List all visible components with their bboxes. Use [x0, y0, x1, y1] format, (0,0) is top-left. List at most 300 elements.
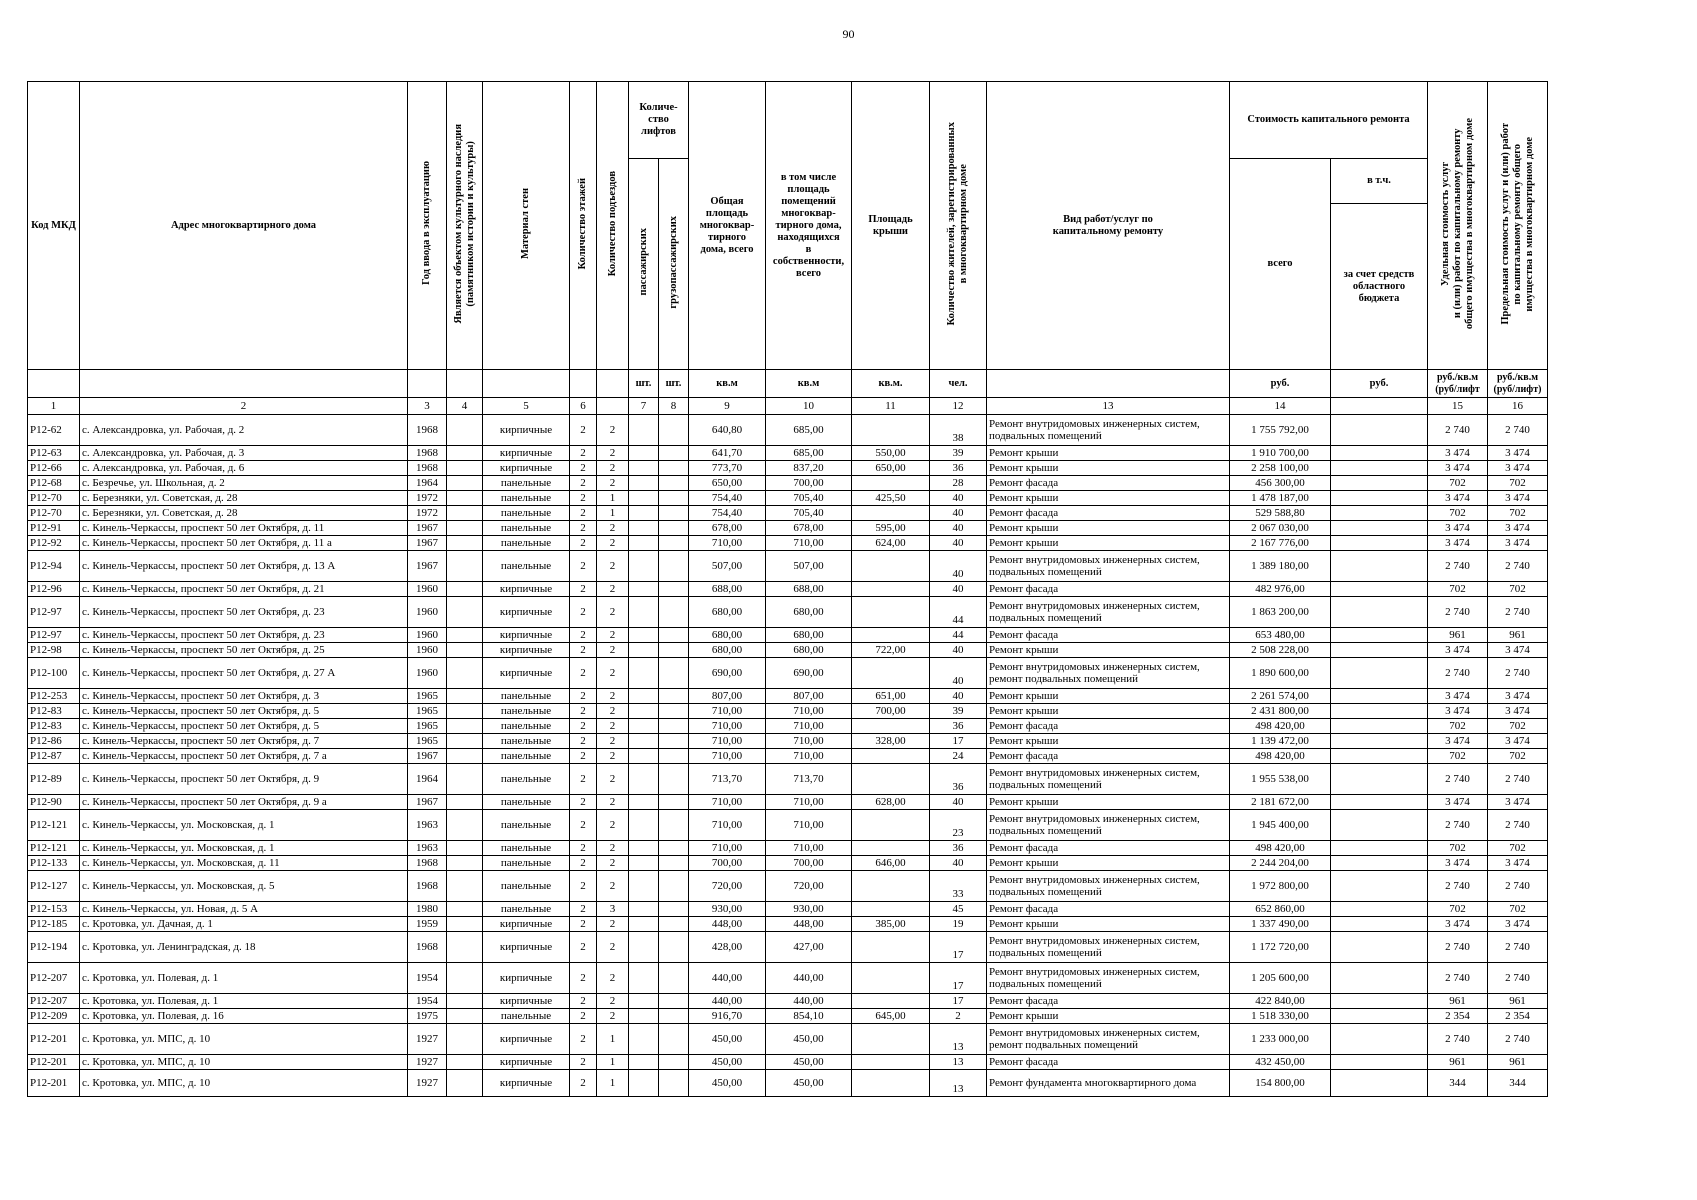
row-cost-total: 432 450,00	[1230, 1055, 1331, 1070]
row-lifts-passenger	[629, 628, 659, 643]
row-address: с. Кинель-Черкассы, проспект 50 лет Октября, д. 13 А	[80, 551, 408, 582]
row-lifts-passenger	[629, 551, 659, 582]
row-address: с. Кинель-Черкассы, проспект 50 лет Октября, д. 23	[80, 597, 408, 628]
row-work-type: Ремонт фундамента многоквартирного дома	[987, 1070, 1230, 1097]
row-entrances: 2	[597, 521, 629, 536]
row-max-cost: 2 740	[1488, 764, 1548, 795]
row-floors: 2	[570, 476, 597, 491]
row-work-type: Ремонт крыши	[987, 734, 1230, 749]
row-code: Р12-68	[28, 476, 80, 491]
row-cost-regional	[1331, 810, 1428, 841]
row-cost-regional	[1331, 932, 1428, 963]
row-year: 1968	[408, 461, 447, 476]
row-year: 1965	[408, 689, 447, 704]
row-work-type: Ремонт внутридомовых инженерных систем, подвальных помещений	[987, 597, 1230, 628]
row-max-cost: 3 474	[1488, 704, 1548, 719]
row-entrances: 1	[597, 1024, 629, 1055]
header-floors: Количество этажей	[570, 82, 597, 370]
row-residents: 23	[930, 810, 987, 841]
row-year: 1960	[408, 582, 447, 597]
row-entrances: 2	[597, 871, 629, 902]
row-floors: 2	[570, 719, 597, 734]
table-row	[28, 476, 1548, 491]
row-wall-material: панельные	[483, 689, 570, 704]
row-lifts-passenger	[629, 1055, 659, 1070]
row-max-cost: 3 474	[1488, 536, 1548, 551]
row-cost-total: 2 067 030,00	[1230, 521, 1331, 536]
row-cost-total: 1 755 792,00	[1230, 415, 1331, 446]
row-cost-regional	[1331, 1070, 1428, 1097]
row-total-area: 448,00	[689, 917, 766, 932]
row-residents: 17	[930, 994, 987, 1009]
row-max-cost: 961	[1488, 994, 1548, 1009]
row-floors: 2	[570, 810, 597, 841]
row-wall-material: кирпичные	[483, 628, 570, 643]
row-floors: 2	[570, 734, 597, 749]
row-work-type: Ремонт крыши	[987, 461, 1230, 476]
row-owned-area: 710,00	[766, 749, 852, 764]
row-total-area: 754,40	[689, 506, 766, 521]
row-lifts-cargo	[659, 491, 689, 506]
row-cost-regional	[1331, 658, 1428, 689]
row-entrances: 2	[597, 643, 629, 658]
row-work-type: Ремонт крыши	[987, 643, 1230, 658]
row-floors: 2	[570, 597, 597, 628]
row-lifts-passenger	[629, 719, 659, 734]
row-unit-cost: 3 474	[1428, 521, 1488, 536]
row-address: с. Кинель-Черкассы, проспект 50 лет Октября, д. 9 а	[80, 795, 408, 810]
row-heritage	[447, 932, 483, 963]
header-roof-area: Площадь крыши	[852, 82, 930, 370]
table-row	[28, 658, 1548, 689]
row-unit-cost: 702	[1428, 749, 1488, 764]
row-heritage	[447, 689, 483, 704]
row-work-type: Ремонт фасада	[987, 1055, 1230, 1070]
row-wall-material: панельные	[483, 551, 570, 582]
table-row	[28, 597, 1548, 628]
row-work-type: Ремонт крыши	[987, 521, 1230, 536]
row-roof-area: 646,00	[852, 856, 930, 871]
row-owned-area: 710,00	[766, 795, 852, 810]
row-total-area: 640,80	[689, 415, 766, 446]
row-cost-regional	[1331, 446, 1428, 461]
row-year: 1967	[408, 795, 447, 810]
row-cost-total: 529 588,80	[1230, 506, 1331, 521]
row-year: 1972	[408, 491, 447, 506]
row-owned-area: 710,00	[766, 841, 852, 856]
row-cost-total: 1 910 700,00	[1230, 446, 1331, 461]
table-row	[28, 1055, 1548, 1070]
row-lifts-cargo	[659, 963, 689, 994]
row-max-cost: 3 474	[1488, 446, 1548, 461]
header-year: Год ввода в эксплуатацию	[408, 82, 447, 370]
row-code: Р12-94	[28, 551, 80, 582]
row-unit-cost: 961	[1428, 1055, 1488, 1070]
row-lifts-cargo	[659, 932, 689, 963]
row-address: с. Кротовка, ул. Полевая, д. 1	[80, 963, 408, 994]
row-max-cost: 2 740	[1488, 810, 1548, 841]
row-cost-total: 1 337 490,00	[1230, 917, 1331, 932]
row-entrances: 2	[597, 841, 629, 856]
column-number: 14	[1230, 398, 1331, 415]
row-heritage	[447, 658, 483, 689]
row-code: Р12-87	[28, 749, 80, 764]
row-lifts-passenger	[629, 446, 659, 461]
row-code: Р12-201	[28, 1024, 80, 1055]
row-unit-cost: 702	[1428, 902, 1488, 917]
row-total-area: 440,00	[689, 994, 766, 1009]
unit-per-m2-a: руб./кв.м (руб/лифт	[1428, 370, 1488, 398]
row-total-area: 450,00	[689, 1024, 766, 1055]
row-cost-regional	[1331, 719, 1428, 734]
row-heritage	[447, 521, 483, 536]
row-address: с. Кинель-Черкассы, проспект 50 лет Октября, д. 5	[80, 704, 408, 719]
column-number-row	[28, 398, 1548, 415]
row-total-area: 773,70	[689, 461, 766, 476]
row-lifts-cargo	[659, 871, 689, 902]
row-code: Р12-121	[28, 841, 80, 856]
row-roof-area: 385,00	[852, 917, 930, 932]
row-cost-regional	[1331, 1055, 1428, 1070]
row-roof-area: 700,00	[852, 704, 930, 719]
row-lifts-cargo	[659, 597, 689, 628]
row-floors: 2	[570, 994, 597, 1009]
row-residents: 45	[930, 902, 987, 917]
row-address: с. Александровка, ул. Рабочая, д. 2	[80, 415, 408, 446]
row-lifts-cargo	[659, 461, 689, 476]
row-cost-total: 498 420,00	[1230, 749, 1331, 764]
row-code: Р12-96	[28, 582, 80, 597]
row-heritage	[447, 856, 483, 871]
table-row	[28, 1070, 1548, 1097]
row-owned-area: 450,00	[766, 1070, 852, 1097]
row-heritage	[447, 582, 483, 597]
row-entrances: 2	[597, 597, 629, 628]
row-lifts-cargo	[659, 734, 689, 749]
row-heritage	[447, 1024, 483, 1055]
row-lifts-passenger	[629, 856, 659, 871]
row-floors: 2	[570, 749, 597, 764]
row-work-type: Ремонт крыши	[987, 917, 1230, 932]
row-owned-area: 690,00	[766, 658, 852, 689]
row-cost-regional	[1331, 994, 1428, 1009]
row-unit-cost: 961	[1428, 994, 1488, 1009]
row-cost-regional	[1331, 902, 1428, 917]
row-cost-total: 456 300,00	[1230, 476, 1331, 491]
row-owned-area: 450,00	[766, 1024, 852, 1055]
header-cost-total: всего	[1230, 159, 1331, 370]
row-lifts-passenger	[629, 1009, 659, 1024]
row-cost-regional	[1331, 795, 1428, 810]
row-lifts-cargo	[659, 764, 689, 795]
row-address: с. Кинель-Черкассы, проспект 50 лет Октября, д. 11	[80, 521, 408, 536]
row-lifts-cargo	[659, 749, 689, 764]
row-max-cost: 3 474	[1488, 461, 1548, 476]
row-owned-area: 680,00	[766, 628, 852, 643]
row-lifts-cargo	[659, 1009, 689, 1024]
row-year: 1980	[408, 902, 447, 917]
column-number: 16	[1488, 398, 1548, 415]
row-floors: 2	[570, 871, 597, 902]
row-year: 1968	[408, 415, 447, 446]
row-address: с. Кротовка, ул. Ленинградская, д. 18	[80, 932, 408, 963]
row-work-type: Ремонт внутридомовых инженерных систем, подвальных помещений	[987, 551, 1230, 582]
row-cost-regional	[1331, 689, 1428, 704]
table-row	[28, 902, 1548, 917]
row-code: Р12-209	[28, 1009, 80, 1024]
row-total-area: 710,00	[689, 749, 766, 764]
row-unit-cost: 344	[1428, 1070, 1488, 1097]
row-entrances: 2	[597, 932, 629, 963]
row-lifts-passenger	[629, 810, 659, 841]
column-number: 5	[483, 398, 570, 415]
row-wall-material: панельные	[483, 841, 570, 856]
row-total-area: 507,00	[689, 551, 766, 582]
row-heritage	[447, 871, 483, 902]
row-address: с. Кинель-Черкассы, ул. Московская, д. 5	[80, 871, 408, 902]
row-work-type: Ремонт внутридомовых инженерных систем, подвальных помещений	[987, 963, 1230, 994]
row-residents: 44	[930, 597, 987, 628]
column-number: 9	[689, 398, 766, 415]
row-heritage	[447, 841, 483, 856]
row-roof-area: 595,00	[852, 521, 930, 536]
row-code: Р12-97	[28, 597, 80, 628]
row-wall-material: кирпичные	[483, 1070, 570, 1097]
column-number	[597, 398, 629, 415]
row-cost-total: 2 258 100,00	[1230, 461, 1331, 476]
row-lifts-cargo	[659, 536, 689, 551]
row-entrances: 2	[597, 704, 629, 719]
row-heritage	[447, 597, 483, 628]
row-address: с. Кротовка, ул. МПС, д. 10	[80, 1070, 408, 1097]
row-entrances: 2	[597, 764, 629, 795]
row-roof-area	[852, 506, 930, 521]
row-unit-cost: 702	[1428, 719, 1488, 734]
row-wall-material: кирпичные	[483, 1024, 570, 1055]
row-entrances: 1	[597, 491, 629, 506]
row-wall-material: кирпичные	[483, 1055, 570, 1070]
row-max-cost: 702	[1488, 506, 1548, 521]
row-residents: 17	[930, 734, 987, 749]
row-max-cost: 702	[1488, 719, 1548, 734]
row-lifts-passenger	[629, 658, 659, 689]
row-work-type: Ремонт крыши	[987, 856, 1230, 871]
row-year: 1967	[408, 521, 447, 536]
row-cost-regional	[1331, 551, 1428, 582]
row-cost-regional	[1331, 491, 1428, 506]
row-code: Р12-92	[28, 536, 80, 551]
row-lifts-passenger	[629, 932, 659, 963]
row-work-type: Ремонт внутридомовых инженерных систем, подвальных помещений	[987, 810, 1230, 841]
row-floors: 2	[570, 963, 597, 994]
column-number: 8	[659, 398, 689, 415]
header-total-area: Общая площадь многоквар- тирного дома, всего	[689, 82, 766, 370]
row-year: 1968	[408, 932, 447, 963]
row-heritage	[447, 506, 483, 521]
table-row	[28, 841, 1548, 856]
row-max-cost: 2 740	[1488, 597, 1548, 628]
row-floors: 2	[570, 856, 597, 871]
row-roof-area: 550,00	[852, 446, 930, 461]
row-wall-material: кирпичные	[483, 461, 570, 476]
row-cost-regional	[1331, 461, 1428, 476]
row-work-type: Ремонт фасада	[987, 902, 1230, 917]
row-unit-cost: 3 474	[1428, 704, 1488, 719]
row-wall-material: панельные	[483, 764, 570, 795]
row-floors: 2	[570, 902, 597, 917]
row-address: с. Кинель-Черкассы, проспект 50 лет Октября, д. 23	[80, 628, 408, 643]
unit-per-m2-b: руб./кв.м (руб/лифт)	[1488, 370, 1548, 398]
row-unit-cost: 3 474	[1428, 461, 1488, 476]
row-code: Р12-127	[28, 871, 80, 902]
row-max-cost: 3 474	[1488, 491, 1548, 506]
row-roof-area: 624,00	[852, 536, 930, 551]
header-address: Адрес многоквартирного дома	[80, 82, 408, 370]
row-year: 1954	[408, 994, 447, 1009]
row-roof-area	[852, 551, 930, 582]
row-lifts-cargo	[659, 856, 689, 871]
row-total-area: 710,00	[689, 734, 766, 749]
row-lifts-cargo	[659, 719, 689, 734]
row-cost-total: 1 389 180,00	[1230, 551, 1331, 582]
row-roof-area	[852, 902, 930, 917]
table-row	[28, 506, 1548, 521]
row-year: 1968	[408, 856, 447, 871]
row-cost-regional	[1331, 506, 1428, 521]
row-entrances: 2	[597, 658, 629, 689]
row-wall-material: кирпичные	[483, 446, 570, 461]
row-year: 1963	[408, 810, 447, 841]
row-heritage	[447, 719, 483, 734]
row-residents: 24	[930, 749, 987, 764]
row-work-type: Ремонт фасада	[987, 841, 1230, 856]
row-address: с. Кинель-Черкассы, ул. Московская, д. 1	[80, 810, 408, 841]
row-work-type: Ремонт фасада	[987, 719, 1230, 734]
row-roof-area: 722,00	[852, 643, 930, 658]
row-year: 1927	[408, 1024, 447, 1055]
row-address: с. Кинель-Черкассы, проспект 50 лет Октября, д. 27 А	[80, 658, 408, 689]
row-lifts-cargo	[659, 582, 689, 597]
row-address: с. Кинель-Черкассы, ул. Новая, д. 5 А	[80, 902, 408, 917]
row-total-area: 807,00	[689, 689, 766, 704]
table-row	[28, 415, 1548, 446]
row-lifts-cargo	[659, 1070, 689, 1097]
column-number: 15	[1428, 398, 1488, 415]
row-floors: 2	[570, 932, 597, 963]
unit-roof-area: кв.м.	[852, 370, 930, 398]
row-code: Р12-70	[28, 506, 80, 521]
row-owned-area: 710,00	[766, 536, 852, 551]
row-max-cost: 2 740	[1488, 963, 1548, 994]
row-wall-material: панельные	[483, 871, 570, 902]
row-unit-cost: 3 474	[1428, 491, 1488, 506]
row-max-cost: 702	[1488, 582, 1548, 597]
row-residents: 13	[930, 1024, 987, 1055]
row-heritage	[447, 810, 483, 841]
row-entrances: 2	[597, 582, 629, 597]
row-max-cost: 2 740	[1488, 1024, 1548, 1055]
row-entrances: 2	[597, 628, 629, 643]
unit-owned-area: кв.м	[766, 370, 852, 398]
row-code: Р12-185	[28, 917, 80, 932]
row-year: 1927	[408, 1055, 447, 1070]
row-cost-total: 2 431 800,00	[1230, 704, 1331, 719]
unit-rub-regional: руб.	[1331, 370, 1428, 398]
row-max-cost: 2 740	[1488, 932, 1548, 963]
row-entrances: 2	[597, 689, 629, 704]
row-residents: 40	[930, 689, 987, 704]
row-entrances: 2	[597, 963, 629, 994]
row-heritage	[447, 415, 483, 446]
row-roof-area	[852, 658, 930, 689]
row-cost-total: 1 478 187,00	[1230, 491, 1331, 506]
row-unit-cost: 2 740	[1428, 415, 1488, 446]
row-heritage	[447, 764, 483, 795]
row-address: с. Кинель-Черкассы, проспект 50 лет Октября, д. 25	[80, 643, 408, 658]
row-lifts-cargo	[659, 810, 689, 841]
row-unit-cost: 2 740	[1428, 871, 1488, 902]
row-residents: 40	[930, 795, 987, 810]
row-unit-cost: 2 740	[1428, 810, 1488, 841]
row-owned-area: 440,00	[766, 963, 852, 994]
row-max-cost: 3 474	[1488, 734, 1548, 749]
row-residents: 28	[930, 476, 987, 491]
row-unit-cost: 2 740	[1428, 932, 1488, 963]
row-address: с. Кротовка, ул. МПС, д. 10	[80, 1055, 408, 1070]
row-wall-material: панельные	[483, 810, 570, 841]
row-address: с. Александровка, ул. Рабочая, д. 3	[80, 446, 408, 461]
row-year: 1927	[408, 1070, 447, 1097]
row-entrances: 2	[597, 446, 629, 461]
row-wall-material: кирпичные	[483, 658, 570, 689]
row-address: с. Березняки, ул. Советская, д. 28	[80, 506, 408, 521]
row-roof-area	[852, 810, 930, 841]
row-lifts-passenger	[629, 795, 659, 810]
row-roof-area	[852, 932, 930, 963]
row-roof-area	[852, 415, 930, 446]
unit-rub-total: руб.	[1230, 370, 1331, 398]
row-roof-area: 650,00	[852, 461, 930, 476]
row-residents: 40	[930, 582, 987, 597]
row-max-cost: 961	[1488, 628, 1548, 643]
row-year: 1964	[408, 476, 447, 491]
row-max-cost: 3 474	[1488, 521, 1548, 536]
row-roof-area	[852, 476, 930, 491]
row-cost-total: 1 972 800,00	[1230, 871, 1331, 902]
row-unit-cost: 3 474	[1428, 734, 1488, 749]
row-lifts-passenger	[629, 597, 659, 628]
row-residents: 17	[930, 932, 987, 963]
row-year: 1960	[408, 628, 447, 643]
row-unit-cost: 3 474	[1428, 795, 1488, 810]
row-cost-regional	[1331, 963, 1428, 994]
table-row	[28, 521, 1548, 536]
row-address: с. Кинель-Черкассы, проспект 50 лет Октября, д. 7	[80, 734, 408, 749]
row-roof-area	[852, 719, 930, 734]
row-lifts-passenger	[629, 461, 659, 476]
row-entrances: 1	[597, 1070, 629, 1097]
row-residents: 36	[930, 461, 987, 476]
row-wall-material: кирпичные	[483, 597, 570, 628]
row-cost-total: 1 945 400,00	[1230, 810, 1331, 841]
row-code: Р12-70	[28, 491, 80, 506]
row-cost-total: 1 890 600,00	[1230, 658, 1331, 689]
row-roof-area: 628,00	[852, 795, 930, 810]
row-max-cost: 2 354	[1488, 1009, 1548, 1024]
row-total-area: 754,40	[689, 491, 766, 506]
row-work-type: Ремонт внутридомовых инженерных систем, подвальных помещений	[987, 415, 1230, 446]
page-number: 90	[842, 27, 855, 41]
